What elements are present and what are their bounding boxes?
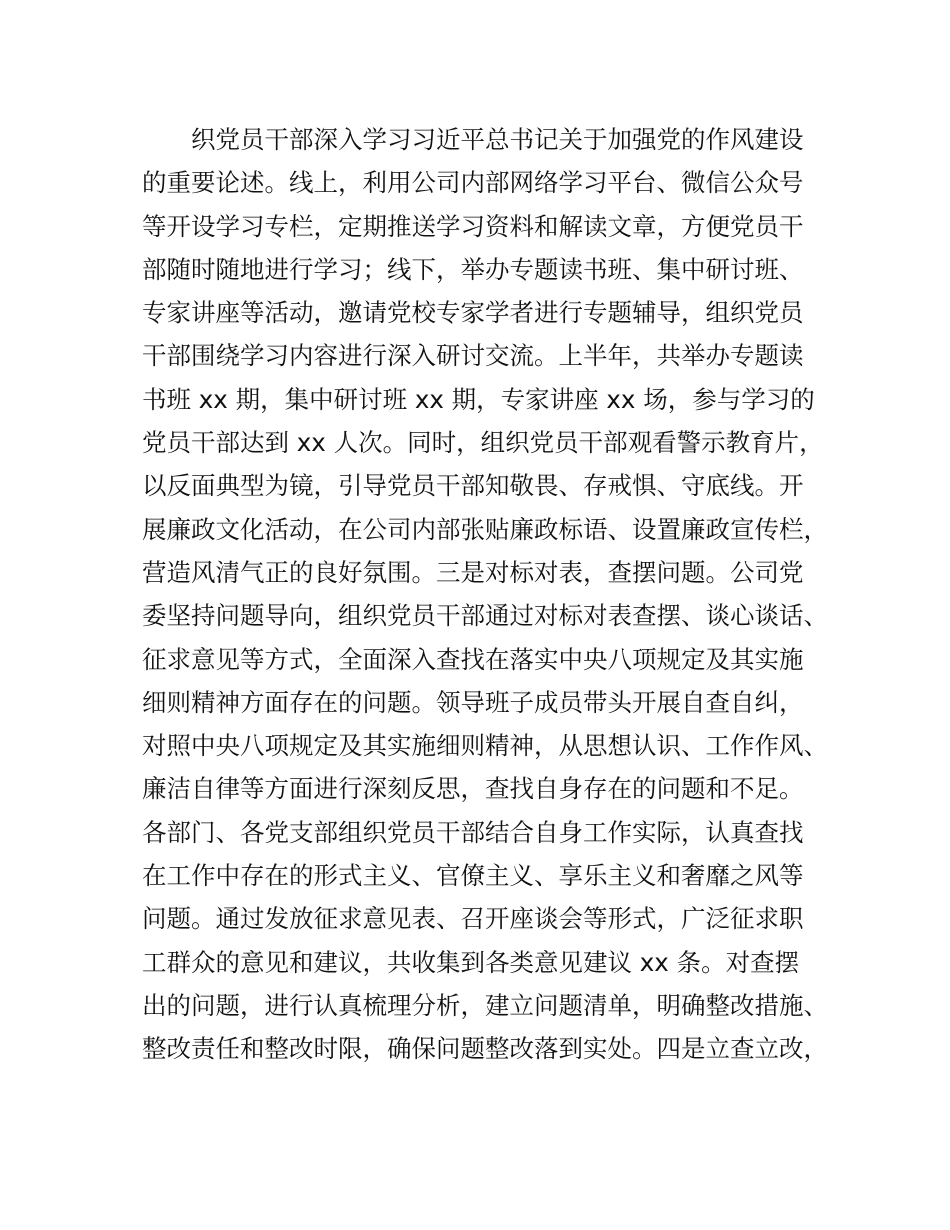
text-line: 营造风清气正的良好氛围。三是对标对表，查摆问题。公司党 bbox=[142, 557, 804, 587]
text-line: 工群众的意见和建议，共收集到各类意见建议 xx 条。对查摆 bbox=[142, 947, 800, 977]
text-line: 等开设学习专栏，定期推送学习资料和解读文章，方便党员干 bbox=[142, 211, 804, 241]
text-line: 的重要论述。线上，利用公司内部网络学习平台、微信公众号 bbox=[142, 168, 804, 198]
text-line: 各部门、各党支部组织党员干部结合自身工作实际，认真查找 bbox=[142, 817, 804, 847]
text-line: 征求意见等方式，全面深入查找在落实中央八项规定及其实施 bbox=[142, 644, 804, 674]
text-line: 整改责任和整改时限，确保问题整改落到实处。四是立查立改， bbox=[142, 1034, 828, 1064]
text-line: 织党员干部深入学习习近平总书记关于加强党的作风建设 bbox=[191, 125, 804, 154]
text-line: 细则精神方面存在的问题。领导班子成员带头开展自查自纠， bbox=[142, 687, 804, 717]
text-line: 在工作中存在的形式主义、官僚主义、享乐主义和奢靡之风等 bbox=[142, 861, 804, 891]
text-line: 部随时随地进行学习；线下，举办专题读书班、集中研讨班、 bbox=[142, 254, 804, 284]
text-line: 委坚持问题导向，组织党员干部通过对标对表查摆、谈心谈话、 bbox=[142, 601, 828, 631]
text-line: 对照中央八项规定及其实施细则精神，从思想认识、工作作风、 bbox=[142, 731, 828, 761]
text-line: 干部围绕学习内容进行深入研讨交流。上半年，共举办专题读 bbox=[142, 341, 804, 371]
text-line: 廉洁自律等方面进行深刻反思，查找自身存在的问题和不足。 bbox=[142, 774, 804, 804]
text-line: 问题。通过发放征求意见表、召开座谈会等形式，广泛征求职 bbox=[142, 904, 804, 934]
text-line: 以反面典型为镜，引导党员干部知敬畏、存戒惧、守底线。开 bbox=[142, 471, 804, 501]
text-line: 展廉政文化活动，在公司内部张贴廉政标语、设置廉政宣传栏， bbox=[142, 514, 828, 544]
text-line: 书班 xx 期，集中研讨班 xx 期，专家讲座 xx 场，参与学习的 bbox=[142, 384, 815, 414]
text-line: 专家讲座等活动，邀请党校专家学者进行专题辅导，组织党员 bbox=[142, 298, 804, 328]
text-line: 党员干部达到 xx 人次。同时，组织党员干部观看警示教育片， bbox=[142, 428, 824, 458]
text-line: 出的问题，进行认真梳理分析，建立问题清单，明确整改措施、 bbox=[142, 990, 828, 1020]
body-text bbox=[142, 118, 842, 1071]
